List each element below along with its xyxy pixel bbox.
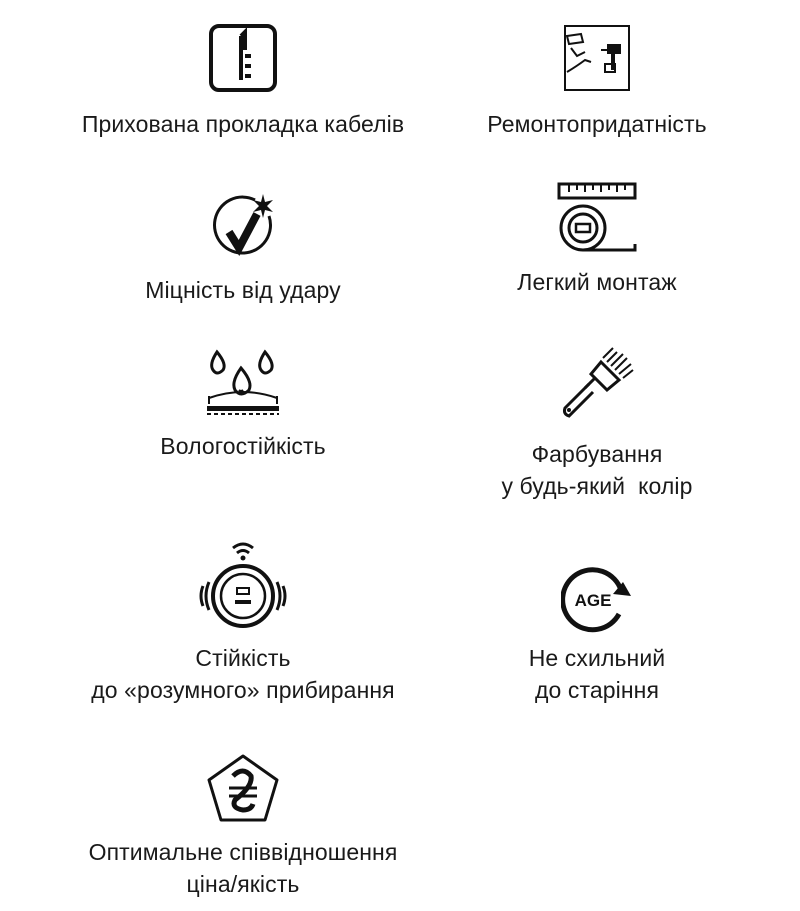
feature-moisture-resistance <box>43 346 443 462</box>
water-drops-icon <box>203 346 283 418</box>
repair-worker-icon <box>561 22 633 94</box>
feature-paintable <box>397 344 797 502</box>
robot-vacuum-icon <box>195 540 291 632</box>
feature-robot-cleaning <box>43 540 443 706</box>
feature-impact-strength <box>43 192 443 306</box>
feature-label: Ремонтопридатність <box>487 111 707 137</box>
feature-label: Не схильний до старіння <box>528 645 666 703</box>
feature-price-quality <box>43 752 443 900</box>
feature-repairability <box>397 22 797 140</box>
feature-no-aging <box>397 566 797 706</box>
age-icon-text: AGE <box>574 591 612 610</box>
feature-easy-install <box>397 180 797 298</box>
age-arrow-icon <box>561 566 633 634</box>
feature-hidden-cable <box>43 22 443 140</box>
tape-measure-icon <box>555 180 639 260</box>
feature-label: Фарбування у будь-який колір <box>501 441 693 499</box>
impact-check-icon <box>207 192 279 260</box>
paint-brush-icon <box>557 344 637 424</box>
feature-label: Стійкість до «розумного» прибирання <box>91 645 395 703</box>
feature-label: Легкий монтаж <box>517 269 677 295</box>
feature-label: Прихована прокладка кабелів <box>81 111 405 137</box>
hryvnia-pentagon-icon <box>205 752 281 824</box>
feature-label: Міцність від удару <box>145 277 341 303</box>
feature-label: Вологостійкість <box>160 433 326 459</box>
feature-label: Оптимальне співвідношення ціна/якість <box>88 839 398 897</box>
cable-channel-icon <box>207 22 279 94</box>
